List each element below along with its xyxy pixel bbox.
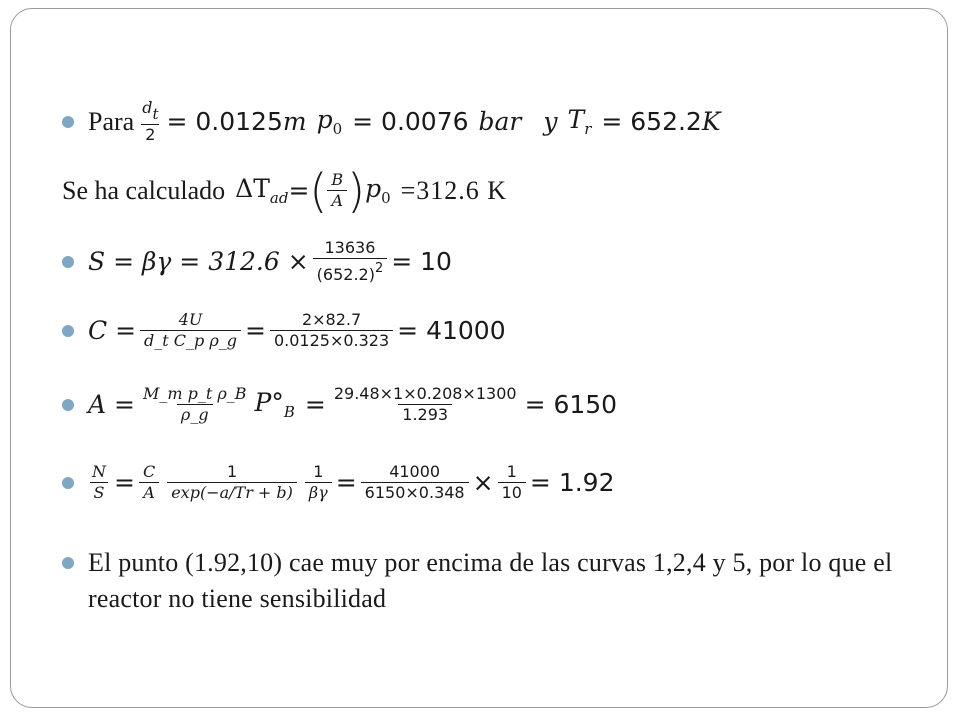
one-over-ten-fraction: $\frac{1}{10}$ xyxy=(498,462,526,503)
conclusion-text: El punto (1.92,10) cae muy por encima de las curvas 1,2,4 y 5, por lo que el reactor no tiene sensibilidad xyxy=(88,548,893,613)
bullet-icon xyxy=(62,116,74,128)
n-over-s-result: = 1.92 xyxy=(529,468,615,497)
n-over-s-fraction: $\frac{N}{S}$ xyxy=(88,462,110,503)
bullet-line-s xyxy=(62,238,452,285)
c-over-a-fraction: $\frac{C}{A}$ xyxy=(139,462,159,503)
line1-value-3: = 652.2 xyxy=(601,107,702,136)
bullet-icon xyxy=(62,399,74,411)
line1-value-2: = 0.0076 xyxy=(352,107,469,136)
delta-t-result: =312.6 K xyxy=(400,175,508,205)
bullet-icon xyxy=(62,325,74,337)
dt-over-2-fraction: $\frac{dt}{2}$ xyxy=(142,98,159,144)
a-result: = 6150 xyxy=(524,390,618,419)
s-result: = 10 xyxy=(391,247,452,276)
bullet-icon xyxy=(62,477,74,489)
c-fraction-numeric: $\frac{2\times 82.7}{0.0125\times 0.323}$ xyxy=(270,310,393,351)
line1-lead: Para xyxy=(88,106,135,136)
a-equation-lhs: A = xyxy=(88,390,135,419)
p0-symbol: $p_0$ xyxy=(316,105,343,138)
line2-lead: Se ha calculado xyxy=(62,175,226,205)
tr-symbol: $T_r$ xyxy=(567,105,592,138)
c-fraction-symbolic: $\frac{4U}{\text{d\_t C\_p ρ\_g}}$ xyxy=(140,310,241,351)
bullet-line-n-over-s: $\frac{N}{S}$ = $\frac{C}{A}$ $\frac{1}{\exp(-a/Tr + b)}$ $\frac{1}{\beta\gamma}$ = $\frac{41000}{6150\times 0.348}$ × $\frac{1}{10}$ = 1.92 xyxy=(62,462,614,503)
b-over-a-fraction: $\frac{B}{A}$ xyxy=(327,170,347,211)
bullet-icon xyxy=(62,256,74,268)
delta-t-ad: $\Delta T_{ad}$ xyxy=(235,174,289,207)
bullet-line-c: C = $\frac{4U}{\text{d\_t C\_p ρ\_g}}$ = $\frac{2\times 82.7}{0.0125\times 0.323}$ = 41000 xyxy=(62,310,506,351)
bullet-line-conditions: Para $\frac{dt}{2}$ = 0.0125 m $p_0$ = 0.0076 bar y $T_r$ = 652.2 K xyxy=(62,98,721,145)
bullet-icon xyxy=(62,557,74,569)
a-fraction-symbolic: $\frac{\text{M\_m p\_t ρ\_B}}{\rho\_g}$ xyxy=(142,384,247,424)
n-over-s-numeric-fraction: $\frac{41000}{6150\times 0.348}$ xyxy=(361,462,469,503)
line1-value-1: = 0.0125 xyxy=(166,107,283,136)
s-equation-lhs: S = βγ = 312.6 × xyxy=(88,247,309,276)
one-over-beta-gamma-fraction: $\frac{1}{\beta\gamma}$ xyxy=(305,462,332,503)
c-equation-lhs: C = xyxy=(88,316,137,345)
s-fraction: $\frac{13636}{(652.2)^2}$ xyxy=(313,238,388,285)
c-result: = 41000 xyxy=(397,316,506,345)
exp-fraction: $\frac{1}{\exp(-a/Tr + b)}$ xyxy=(167,462,297,503)
a-fraction-numeric: $\frac{29.48\times 1\times 0.208\times 1300}{1.293}$ xyxy=(333,384,517,424)
line-delta-t: Se ha calculado $\Delta T_{ad}$ = ( $\frac{B}{A}$ ) $p_0$ =312.6 K xyxy=(62,163,508,218)
bullet-line-a: A = $\frac{\text{M\_m p\_t ρ\_B}}{\rho\_g}$ $P^\circ_B$ = $\frac{29.48\times 1\times 0.208\times 1300}{1.293}$ = 6150 xyxy=(62,384,617,425)
bullet-conclusion xyxy=(62,545,942,617)
